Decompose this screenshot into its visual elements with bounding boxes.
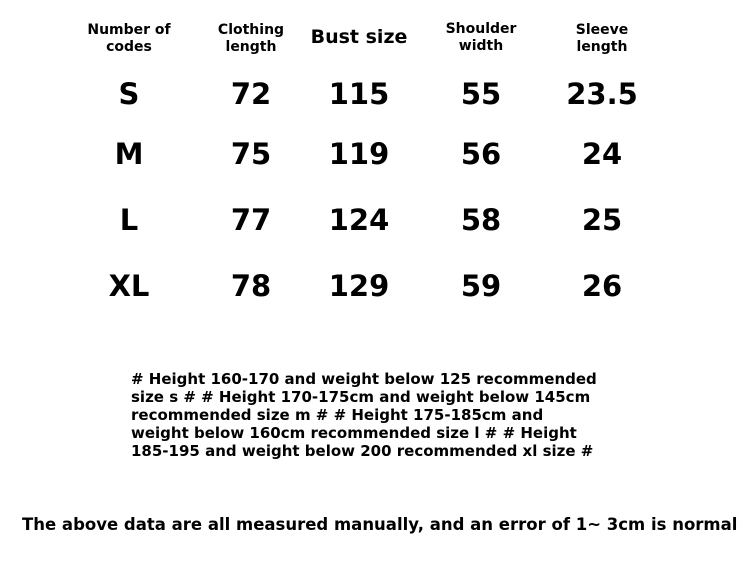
header-clothing-length: Clothing length [217,22,285,55]
table-cell: 59 [460,269,502,303]
table-cell: 124 [328,203,390,237]
table-cell: 25 [581,203,623,237]
size-recommendation-note: # Height 160-170 and weight below 125 recommended size s # # Height 170-175cm and weight below 145cm recommended size m # # Height 175-185cm and weight below 160cm recommended size l # # Height 185-195 and weight below 200 recommended xl size # [131,370,597,460]
table-cell: 78 [230,269,272,303]
table-cell: 115 [328,77,390,111]
table-cell: 119 [328,137,390,171]
table-cell: 72 [230,77,272,111]
table-cell: 75 [230,137,272,171]
header-sleeve-length: Sleeve length [575,22,629,55]
table-cell: S [118,77,140,111]
table-cell: XL [108,269,150,303]
table-cell: 55 [460,77,502,111]
table-cell: 56 [460,137,502,171]
table-cell: M [114,137,144,171]
header-codes: Number of codes [87,22,171,55]
table-cell: 129 [328,269,390,303]
table-cell: 26 [581,269,623,303]
table-cell: 23.5 [566,77,638,111]
header-bust-size: Bust size [310,26,408,48]
header-shoulder-width: Shoulder width [445,21,517,54]
table-cell: 58 [460,203,502,237]
table-cell: L [119,203,139,237]
measurement-disclaimer: The above data are all measured manually, and an error of 1~ 3cm is normal [22,515,738,534]
table-cell: 77 [230,203,272,237]
table-cell: 24 [581,137,623,171]
